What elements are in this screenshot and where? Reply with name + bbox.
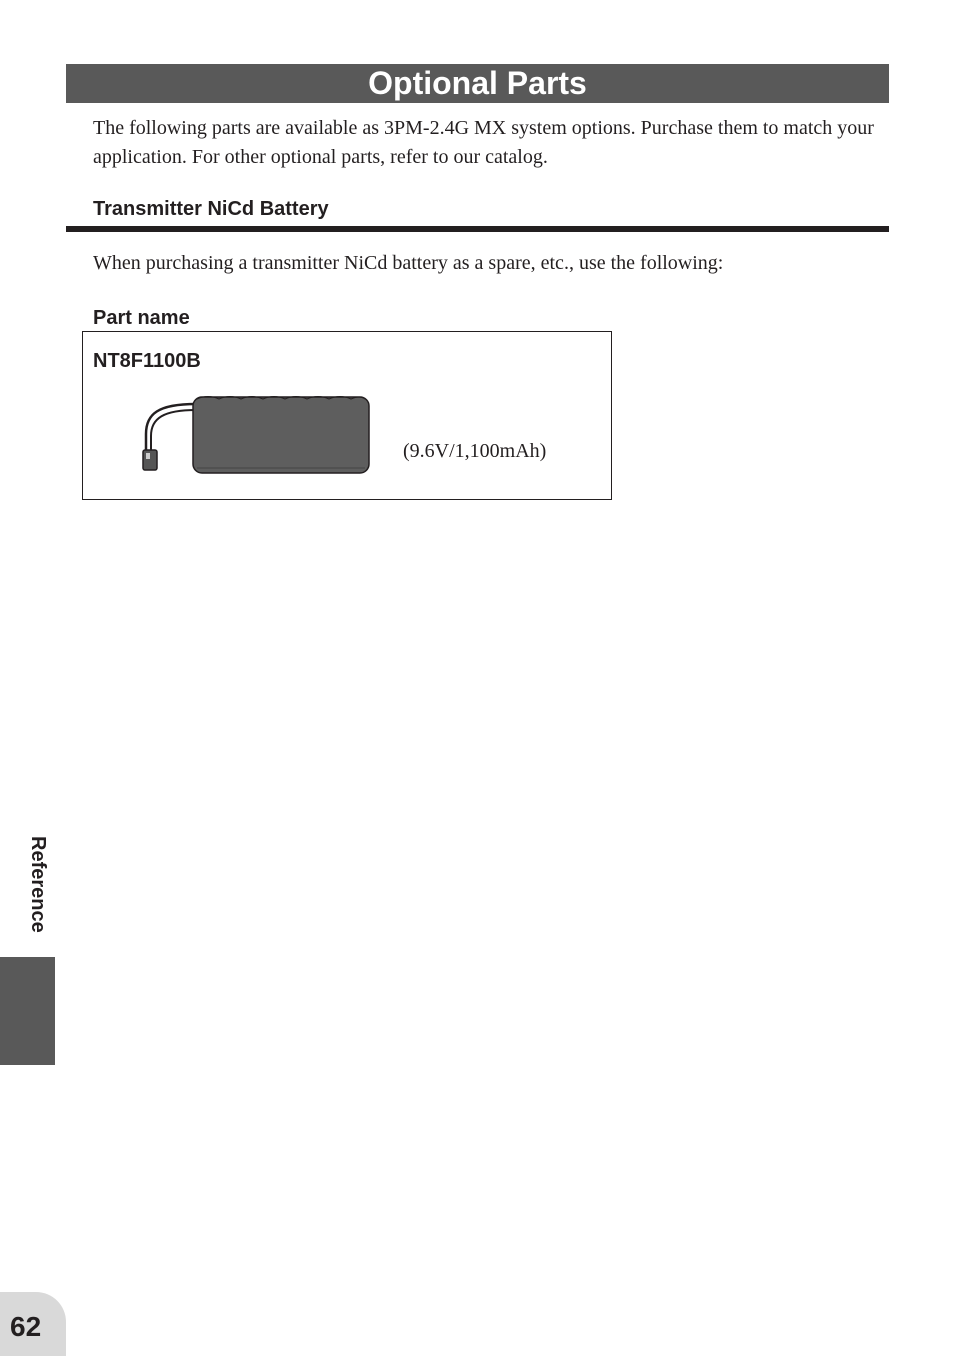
section-divider [66,226,889,232]
part-spec: (9.6V/1,100mAh) [403,440,547,462]
battery-pack-icon [138,390,378,480]
side-tab-label: Reference [27,836,49,933]
page-number: 62 [10,1311,42,1342]
part-number: NT8F1100B [93,350,201,372]
part-name-label: Part name [93,307,190,329]
section-paragraph: When purchasing a transmitter NiCd battery as a spare, etc., use the following: [93,252,724,274]
section-heading: Transmitter NiCd Battery [93,198,329,220]
intro-paragraph: The following parts are available as 3PM-2.4G MX system options. Purchase them to match your application. For other optional parts, refer to our catalog. [93,117,874,168]
part-box [82,331,612,500]
page-title: Optional Parts [66,64,889,103]
side-tab [0,957,55,1065]
